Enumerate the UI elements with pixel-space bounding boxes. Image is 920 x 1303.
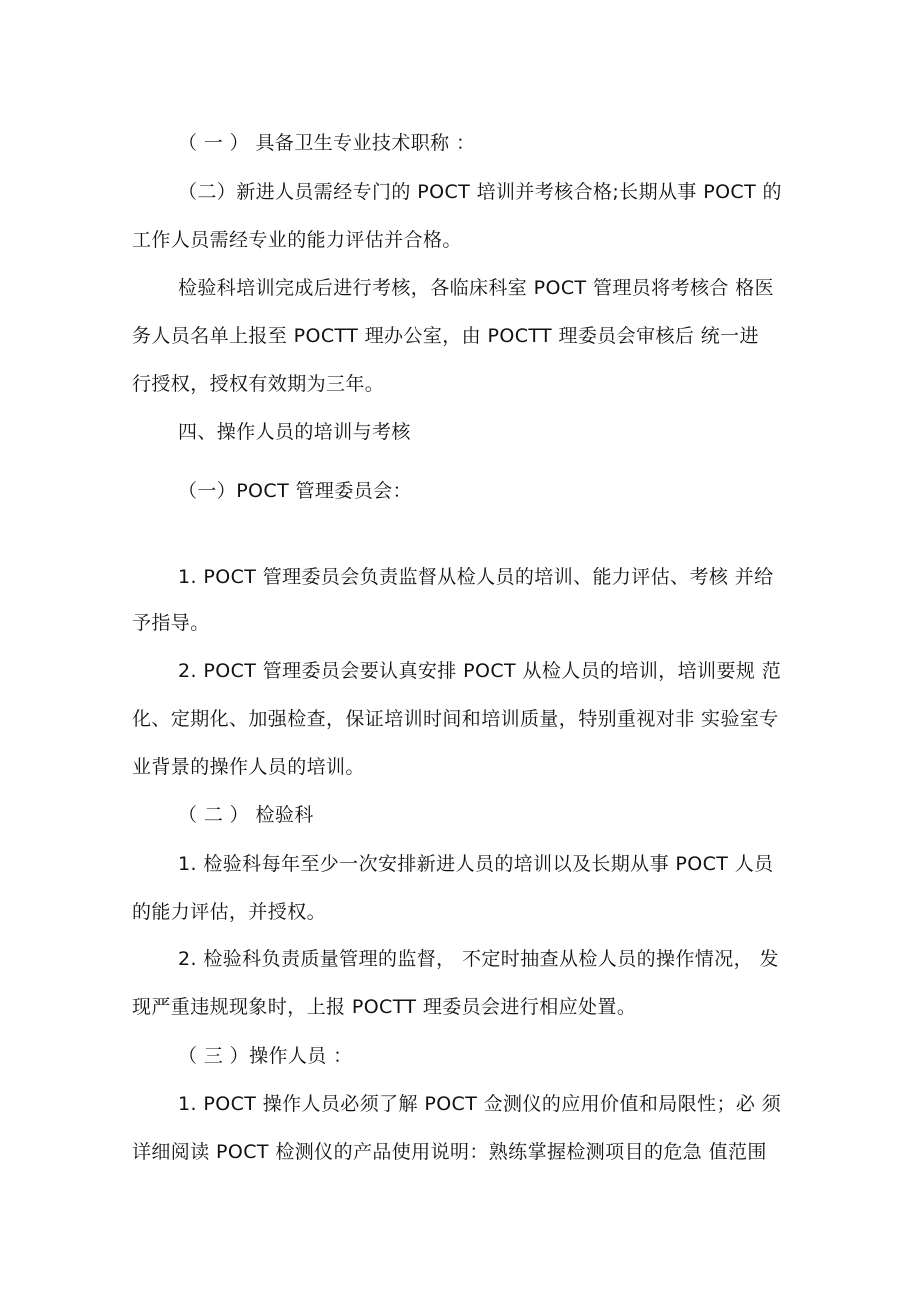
text-line: 1. POCT 管理委员会负责监督从检人员的培训、能力评估、考核 并给 [178,566,774,588]
text-line: 现严重违规现象时，上报 POCTT 理委员会进行相应处置。 [132,996,637,1018]
text-line: 化、定期化、加强检查，保证培训时间和培训质量，特别重视对非 实验室专 [132,708,779,730]
text-line: 2. 检验科负责质量管理的监督， 不定时抽查从检人员的操作情况， 发 [178,948,779,970]
text-line: 工作人员需经专业的能力评估并合格。 [132,229,462,251]
text-line: 详细阅读 POCT 检测仪的产品使用说明：熟练掌握检测项目的危急 值范围 [132,1141,767,1163]
text-line: 2. POCT 管理委员会要认真安排 POCT 从检人员的培训，培训要规 范 [178,660,782,682]
text-line: 予指导。 [132,612,210,634]
text-line: （二）新进人员需经专门的 POCT 培训并考核合格;长期从事 POCT 的 [178,181,782,203]
text-line: 行授权，授权有效期为三年。 [132,373,385,395]
text-line: 检验科培训完成后进行考核，各临床科室 POCT 管理员将考核合 格医 [178,277,775,299]
text-line: 的能力评估，并授权。 [132,901,327,923]
text-line: 1. POCT 操作人员必须了解 POCT 佥测仪的应用价值和局限性；必 须 [178,1093,782,1115]
subsection-heading: （ 二 ） 检验科 [178,804,314,826]
subsection-heading: （ 三 ）操作人员 ： [178,1045,353,1067]
text-line: 业背景的操作人员的培训。 [132,756,365,778]
subsection-heading: （一）POCT 管理委员会： [178,480,412,502]
text-line: （ 一 ） 具备卫生专业技术职称 ： [178,132,476,154]
text-line: 务人员名单上报至 POCTT 理办公室，由 POCTT 理委员会审核后 统一进 [132,325,759,347]
section-heading: 四、操作人员的培训与考核 [178,421,411,443]
text-line: 1. 检验科每年至少一次安排新进人员的培训以及长期从事 POCT 人员 [178,853,774,875]
